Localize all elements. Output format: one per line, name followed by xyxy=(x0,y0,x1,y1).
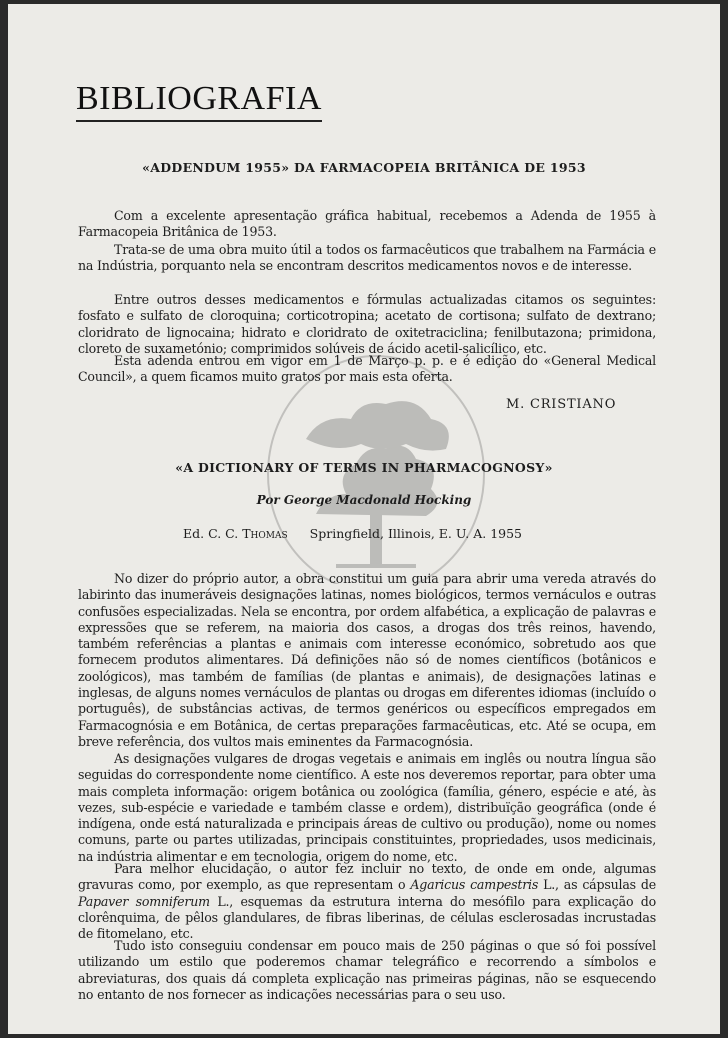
species-agaricus: Agaricus campestris xyxy=(410,877,539,893)
page-title: BIBLIOGRAFIA xyxy=(76,80,322,122)
review2-heading: «A DICTIONARY OF TERMS IN PHARMACOGNOSY» xyxy=(175,460,553,475)
p3-text-c: L., esquemas da estrutura interna do mesófilo para explicação do clorênquima, de pêlos glandulares, de fibras liberinas, de células esclerosadas incrustadas de fitomelano, etc. xyxy=(78,893,657,942)
review2-paragraph-2: As designações vulgares de drogas vegetais e animais em inglês ou noutra língua são seguidas do correspondente nome científico. A este nos deveremos reportar, para obter uma mais completa informação: origem botânica ou zoológica (família, género, espécie e até, às vezes, sub-espécie e variedade e também classe e ordem), distribuïção geográfica (onde é indígena, onde está naturalizada e principais áreas de cultivo ou produção), nome ou nomes comuns, parte ou partes utilizadas, principais constituintes, propriedades, usos medicinais, na indústria alimentar e em tecnologia, origem do nome, etc. xyxy=(78,751,656,864)
review1-paragraph-1: Com a excelente apresentação gráfica habitual, recebemos a Adenda de 1955 à Farmacopeia Britânica de 1953. xyxy=(78,208,656,240)
species-papaver: Papaver somniferum xyxy=(78,893,210,909)
review2-byline: Por George Macdonald Hocking xyxy=(256,493,472,507)
p3-text-b: L., as cápsulas de xyxy=(538,877,656,893)
document-page xyxy=(8,4,720,1034)
review1-paragraph-4: Esta adenda entrou em vigor em 1 de Março p. p. e é edição do «General Medical Council», a quem ficamos muito gratos por mais esta oferta. xyxy=(78,353,656,385)
review2-paragraph-1: No dizer do próprio autor, a obra constitui um guia para abrir uma vereda através do labirinto das inumeráveis designações latinas, nomes biológicos, termos vernáculos e outras confusões especializadas. Nela se encontra, por ordem alfabética, a explicação de palavras e expressões que se referem, na maioria dos casos, a drogas dos três reinos, havendo, também referências a plantas e animais com interesse económico, sobretudo aos que fornecem produtos alimentares. Dá definições não só de nomes científicos (botânicos e zoológicos), mas também de famílias (de plantas e animais), de designações latinas e inglesas, de alguns nomes vernáculos de plantas ou drogas em diferentes idiomas (incluído o português), de substâncias activas, de termos genéricos ou específicos empregados em Farmacognósia e em Botânica, de certas preparações farmacêuticas, etc. Até se ocupa, em breve referência, dos vultos mais eminentes da Farmacognósia. xyxy=(78,571,656,749)
bleed-through-header xyxy=(108,48,644,59)
review1-signature: M. CRISTIANO xyxy=(506,397,617,412)
edition-prefix: Ed. C. C. xyxy=(183,526,239,541)
review1-paragraph-2: Trata-se de uma obra muito útil a todos os farmacêuticos que trabalhem na Farmácia e na Indústria, porquanto nela se encontram descritos medicamentos novos e de interesse. xyxy=(78,242,656,274)
edition-publisher: Thomas xyxy=(242,526,288,541)
review1-heading: «ADDENDUM 1955» DA FARMACOPEIA BRITÂNICA DE 1953 xyxy=(142,160,586,175)
review1-paragraph-3: Entre outros desses medicamentos e fórmulas actualizadas citamos os seguintes: fosfato e sulfato de cloroquina; corticotropina; acetato de cortisona; sulfato de dextrano; cloridrato de lignocaina; hidrato e cloridrato de oxitetraciclina; fenilbutazona; primidona, cloreto de suxametónio; comprimidos solúveis de ácido acetil-salicílico, etc. xyxy=(78,292,656,356)
review2-paragraph-4: Tudo isto conseguiu condensar em pouco mais de 250 páginas o que só foi possível utilizando um estilo que poderemos chamar telegráfico e recorrendo a símbolos e abreviaturas, dos quais dá completa explicação nas primeiras páginas, não se esquecendo no entanto de nos fornecer as indicações necessárias para o seu uso. xyxy=(78,938,656,1002)
review2-paragraph-3 xyxy=(78,861,656,942)
review2-edition xyxy=(183,526,522,541)
edition-place: Springfield, Illinois, E. U. A. 1955 xyxy=(309,526,523,541)
p3-text-a: Para melhor elucidação, o autor fez incluir no texto, de onde em onde, algumas gravuras como, por exemplo, as que representam o xyxy=(78,861,656,893)
